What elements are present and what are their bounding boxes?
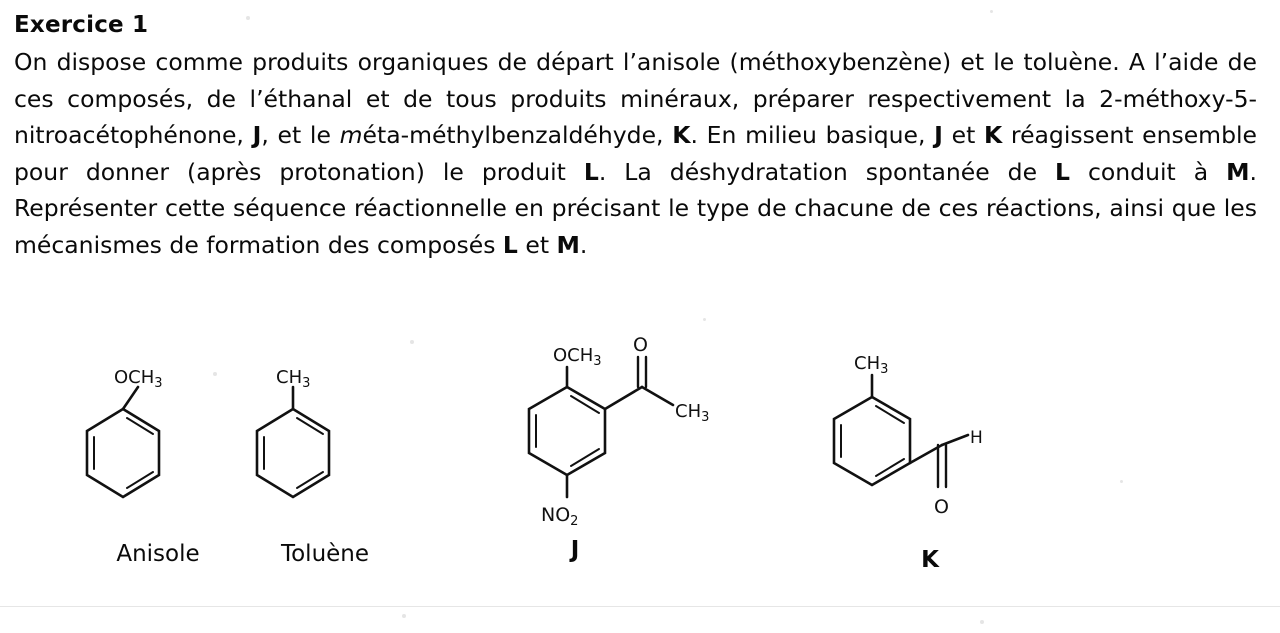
caption-anisole: Anisole xyxy=(116,541,200,567)
scan-speck xyxy=(980,620,984,624)
scan-speck xyxy=(990,10,993,13)
compound-j-acetyl-methyl-label: $CH_3$ xyxy=(675,401,710,425)
exercise-paragraph: On dispose comme produits organiques de départ l’anisole (méthoxybenzène) et le toluène. A l’aide de ces composés, de l’éthanal et de tous produits minéraux, préparer respectivement la 2-méthoxy-5-nitroacétophénone, J, et le méta-méthylbenzaldéhyde, K. En milieu basique, J et K réagissent ensemble pour donner (après protonation) le produit L. La déshydratation spontanée de L conduit à M. Représenter cette séquence réactionnelle en précisant le type de chacune de ces réactions, ainsi que les mécanismes de formation des composés L et M. xyxy=(14,48,1257,259)
compound-k-aldehyde-oxygen-label: O xyxy=(934,496,949,518)
anisole-substituent-label: $OCH_3$ xyxy=(114,367,163,391)
compound-j-skeletal-svg xyxy=(505,325,785,545)
structure-compound-k xyxy=(810,335,1050,573)
scan-speck xyxy=(402,614,406,618)
structure-diagrams xyxy=(0,325,1280,595)
scan-speck xyxy=(703,318,706,321)
scan-speck xyxy=(246,16,250,20)
compound-j-nitro-label: $NO_2$ xyxy=(541,504,579,529)
toluene-substituent-label: $CH_3$ xyxy=(276,367,311,391)
compound-k-methyl-label: $CH_3$ xyxy=(854,353,889,377)
page-bottom-rule xyxy=(0,606,1280,607)
anisole-skeletal-svg xyxy=(70,345,250,535)
caption-compound-j: J xyxy=(570,537,580,563)
caption-compound-k: K xyxy=(921,547,939,573)
compound-k-aldehyde-hydrogen-label: H xyxy=(970,428,983,448)
compound-k-skeletal-svg xyxy=(810,335,1050,545)
caption-toluene: Toluène xyxy=(280,541,370,567)
compound-j-methoxy-label: $OCH_3$ xyxy=(553,345,602,369)
structure-compound-j xyxy=(505,325,785,563)
structure-toluene xyxy=(240,345,420,567)
page-title: Exercice 1 xyxy=(14,12,149,38)
structure-anisole xyxy=(70,345,250,567)
toluene-skeletal-svg xyxy=(240,345,420,535)
compound-j-carbonyl-oxygen-label: O xyxy=(633,334,648,356)
